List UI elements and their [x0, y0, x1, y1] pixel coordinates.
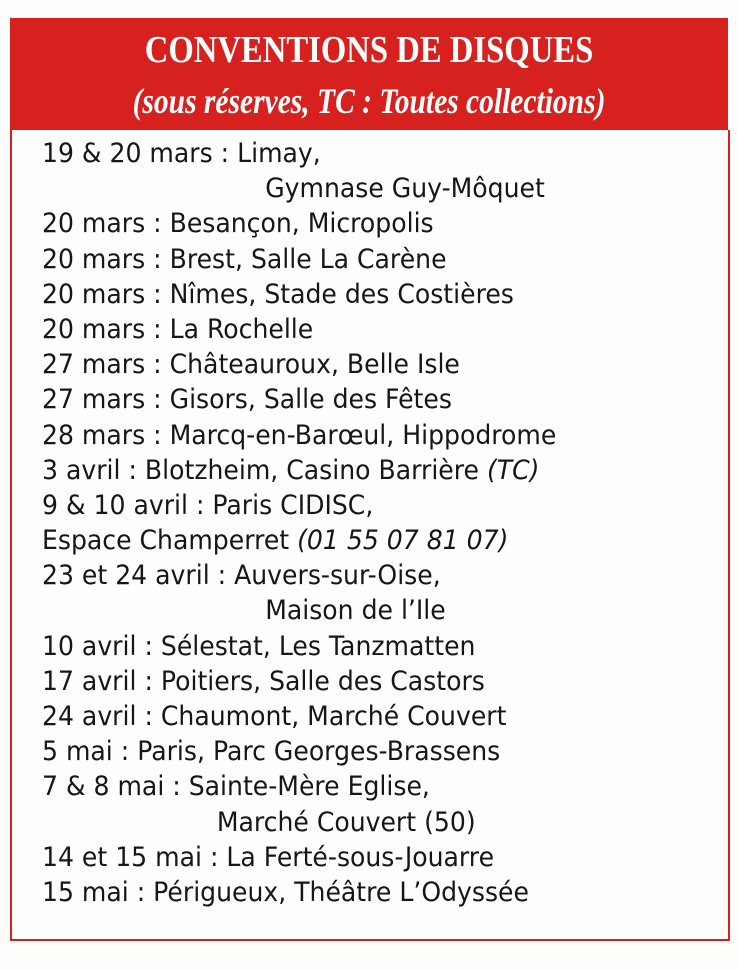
list-item-text: 3 avril : Blotzheim, Casino Barrière — [42, 454, 487, 486]
list-item-phone: (01 55 07 81 07) — [297, 525, 509, 557]
list-item — [42, 206, 556, 241]
list-item-text: 28 mars : Marcq-en-Barœul, Hippodrome — [42, 419, 557, 451]
list-item — [42, 453, 556, 488]
list-item-text: 23 et 24 avril : Auvers-sur-Oise, — [42, 560, 441, 592]
list-item — [42, 488, 556, 523]
list-item-venue: Maison de l’Ile — [265, 595, 446, 627]
list-item-text: 9 & 10 avril : Paris CIDISC, — [42, 489, 374, 521]
list-item — [42, 664, 556, 699]
list-item-text: 19 & 20 mars : Limay, — [42, 138, 321, 169]
conventions-box — [10, 130, 730, 941]
list-item-text: 7 & 8 mai : Sainte-Mère Eglise, — [42, 771, 430, 803]
list-item — [42, 840, 556, 875]
list-item-venue: Gymnase Guy-Môquet — [265, 173, 545, 205]
list-item — [42, 277, 556, 312]
list-item-continuation — [42, 171, 556, 206]
list-item-text: 27 mars : Gisors, Salle des Fêtes — [42, 384, 452, 416]
conventions-list — [42, 136, 595, 910]
list-item-text: 10 avril : Sélestat, Les Tanzmatten — [42, 630, 476, 662]
list-item-continuation — [42, 593, 556, 628]
list-item — [42, 734, 556, 769]
list-item-text: 15 mai : Périgueux, Théâtre L’Odyssée — [42, 876, 529, 908]
list-item-note: (TC) — [486, 454, 540, 486]
list-item-continuation — [42, 805, 556, 840]
list-item-text: 20 mars : Nîmes, Stade des Costières — [42, 278, 514, 310]
list-item-text: 14 et 15 mai : La Ferté-sous-Jouarre — [42, 841, 495, 873]
list-item — [42, 699, 556, 734]
list-item-text: 17 avril : Poitiers, Salle des Castors — [42, 665, 485, 697]
list-item — [42, 418, 556, 453]
page-subtitle: (sous réserves, TC : Toutes collections) — [132, 81, 606, 121]
list-item-continuation — [42, 523, 556, 558]
list-item — [42, 382, 556, 417]
list-item — [42, 312, 556, 347]
list-item — [42, 242, 556, 277]
list-item-text: 27 mars : Châteauroux, Belle Isle — [42, 349, 460, 381]
list-item — [42, 875, 556, 910]
list-item — [42, 347, 556, 382]
list-item-text: 20 mars : Besançon, Micropolis — [42, 208, 434, 240]
header-banner — [10, 18, 728, 130]
list-item-text: 20 mars : Brest, Salle La Carène — [42, 243, 447, 275]
list-item-text: 5 mai : Paris, Parc Georges-Brassens — [42, 736, 501, 768]
list-item — [42, 629, 556, 664]
list-item — [42, 558, 556, 593]
list-item-text: 24 avril : Chaumont, Marché Couvert — [42, 701, 507, 732]
list-item — [42, 136, 556, 171]
list-item-venue: Espace Champerret — [42, 525, 298, 557]
list-item-text: 20 mars : La Rochelle — [42, 313, 314, 345]
list-item — [42, 769, 556, 804]
list-item-venue: Marché Couvert (50) — [216, 806, 476, 838]
page-title: CONVENTIONS DE DISQUES — [144, 29, 594, 71]
